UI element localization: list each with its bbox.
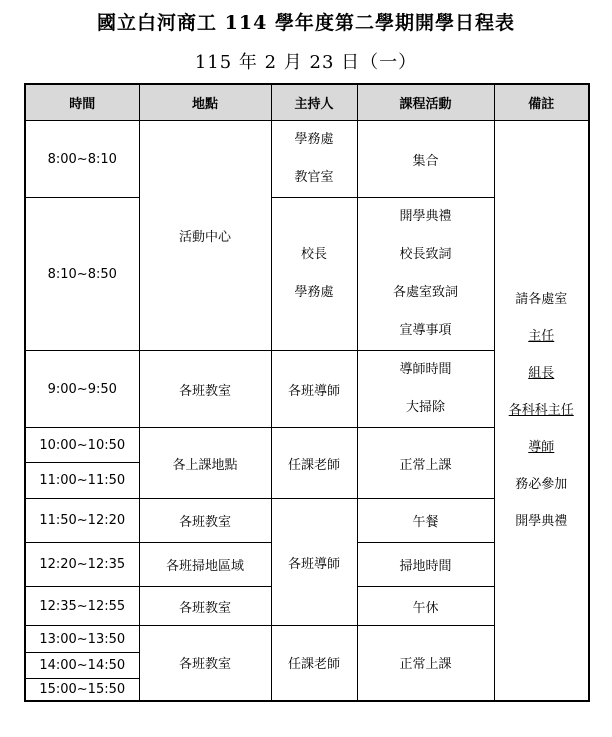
activity-cell: 正常上課 (357, 428, 494, 499)
time-cell: 14:00~14:50 (25, 653, 139, 679)
host-line: 教官室 (294, 170, 334, 185)
activity-line: 大掃除 (405, 400, 445, 415)
location-cell: 各班掃地區域 (139, 543, 271, 587)
time-cell: 10:00~10:50 (25, 428, 139, 463)
activity-cell (357, 351, 494, 428)
time-cell: 9:00~9:50 (25, 351, 139, 428)
activity-cell: 掃地時間 (357, 543, 494, 587)
location-cell: 各班教室 (139, 587, 271, 626)
activity-line: 導師時間 (399, 362, 452, 377)
location-cell: 各上課地點 (139, 428, 271, 499)
host-line: 學務處 (294, 285, 334, 300)
header-row (25, 84, 589, 121)
location-cell: 各班教室 (139, 626, 271, 701)
host-cell (271, 198, 357, 351)
activity-cell: 午休 (357, 587, 494, 626)
host-cell: 各班導師 (271, 499, 357, 626)
note-line: 務必參加 (515, 476, 568, 492)
location-cell: 活動中心 (139, 121, 271, 351)
time-cell: 12:20~12:35 (25, 543, 139, 587)
header-time: 時間 (25, 84, 139, 121)
location-cell: 各班教室 (139, 351, 271, 428)
host-line: 學務處 (294, 132, 334, 147)
note-line: 主任 (528, 328, 555, 344)
document-title: 國立白河商工 114 學年度第二學期開學日程表 (97, 12, 515, 34)
time-cell: 12:35~12:55 (25, 587, 139, 626)
activity-cell: 集合 (357, 121, 494, 198)
table-row (25, 121, 589, 198)
note-line: 請各處室 (515, 291, 568, 307)
host-cell (271, 121, 357, 198)
host-cell: 任課老師 (271, 626, 357, 701)
note-line: 開學典禮 (515, 513, 568, 529)
location-cell: 各班教室 (139, 499, 271, 543)
time-cell: 13:00~13:50 (25, 626, 139, 653)
note-cell (494, 121, 589, 701)
activity-line: 各處室致詞 (392, 285, 458, 300)
activity-cell (357, 198, 494, 351)
activity-line: 開學典禮 (399, 209, 452, 224)
activity-cell: 午餐 (357, 499, 494, 543)
header-host: 主持人 (271, 84, 357, 121)
time-cell: 15:00~15:50 (25, 679, 139, 701)
time-cell: 8:00~8:10 (25, 121, 139, 198)
host-line: 校長 (300, 247, 327, 262)
activity-line: 宣導事項 (399, 323, 452, 338)
note-line: 導師 (528, 439, 555, 455)
header-location: 地點 (139, 84, 271, 121)
activity-line: 校長致詞 (399, 247, 452, 262)
note-line: 各科科主任 (508, 402, 574, 418)
header-note: 備註 (494, 84, 589, 121)
host-cell: 任課老師 (271, 428, 357, 499)
time-cell: 11:50~12:20 (25, 499, 139, 543)
schedule-table (24, 83, 590, 702)
header-activity: 課程活動 (357, 84, 494, 121)
time-cell: 8:10~8:50 (25, 198, 139, 351)
host-cell: 各班導師 (271, 351, 357, 428)
note-line: 組長 (528, 365, 555, 381)
document-date: 115 年 2 月 23 日（一） (194, 52, 418, 73)
time-cell: 11:00~11:50 (25, 463, 139, 499)
activity-cell: 正常上課 (357, 626, 494, 701)
